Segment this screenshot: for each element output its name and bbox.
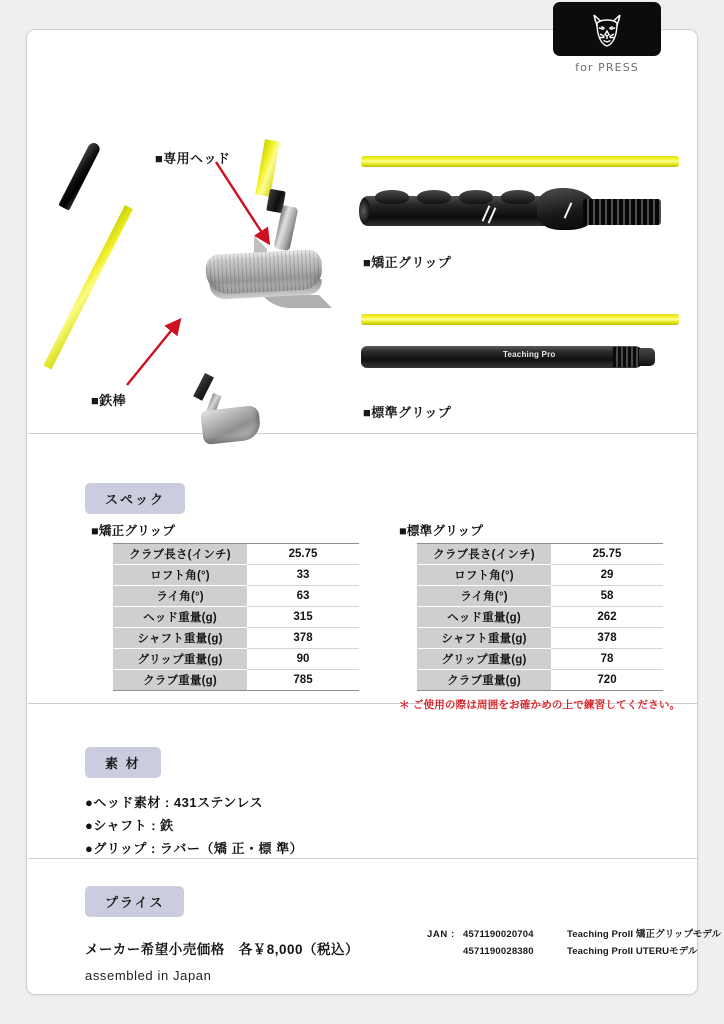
corrective-grip-butt-cap: [359, 198, 370, 224]
jan-code-row: [427, 926, 721, 943]
spec-section-badge: スペック: [85, 483, 185, 514]
spec-heading-standard: ■標準グリップ: [399, 524, 484, 538]
corrective-grip-bump: [501, 190, 535, 204]
spec-row-label: ヘッド重量(g): [113, 607, 247, 628]
spec-safety-note: ＊ ご使用の際は周囲をお確かめの上で練習してください。: [399, 699, 681, 711]
jan-code-row: [427, 943, 721, 960]
spec-badge-container: [85, 483, 185, 514]
spec-table-row: [417, 670, 663, 691]
spec-row-value: 378: [247, 628, 359, 649]
document-card: [26, 29, 722, 995]
spec-table-corrective: [113, 543, 359, 691]
jan-code-value: 4571190028380: [463, 946, 534, 957]
spec-table-corrective-body: [113, 544, 359, 691]
press-badge: [553, 2, 661, 74]
label-corrective-grip: ■矯正グリップ: [363, 255, 452, 270]
label-iron-bar: ■鉄棒: [91, 393, 127, 408]
material-list-item: ●グリップ : ラバー（矯 正・標 準）: [85, 841, 304, 856]
spec-row-value: 262: [551, 607, 663, 628]
spec-table-standard-body: [417, 544, 663, 691]
standard-grip-end-cap: [639, 348, 655, 366]
spec-table-row: [113, 565, 359, 586]
price-section: [27, 858, 722, 996]
spec-section: [27, 433, 697, 711]
club-shaft-graphic: [43, 205, 133, 369]
material-list-item: ●ヘッド素材 : 431ステンレス: [85, 795, 263, 810]
price-retail-text: メーカー希望小売価格 各￥8,000（税込）: [85, 942, 360, 957]
spec-row-value: 58: [551, 586, 663, 607]
spec-table-row: [113, 649, 359, 670]
assembled-in-japan-text: assembled in Japan: [85, 968, 212, 983]
material-section-badge: 素 材: [85, 747, 161, 778]
spec-row-label: ヘッド重量(g): [417, 607, 551, 628]
spec-table-row: [417, 607, 663, 628]
spec-row-value: 78: [551, 649, 663, 670]
spec-row-value: 63: [247, 586, 359, 607]
spec-row-value: 25.75: [551, 544, 663, 565]
spec-row-label: クラブ長さ(インチ): [113, 544, 247, 565]
spec-row-label: グリップ重量(g): [113, 649, 247, 670]
spec-table-row: [417, 628, 663, 649]
spec-row-label: クラブ重量(g): [417, 670, 551, 691]
spec-table-standard: [417, 543, 663, 691]
spec-table-row: [113, 586, 359, 607]
corrective-grip-photo: [361, 156, 679, 236]
jan-model-description: Teaching ProII UTERUモデル: [567, 946, 698, 957]
material-section: [27, 703, 697, 858]
spec-row-value: 720: [551, 670, 663, 691]
standard-grip-graphic: [361, 346, 661, 372]
jan-code-value: 4571190020704: [463, 929, 534, 940]
spec-row-label: ライ角(°): [113, 586, 247, 607]
club-grip-graphic: [58, 141, 101, 211]
spec-row-label: ロフト角(°): [417, 565, 551, 586]
spec-row-value: 25.75: [247, 544, 359, 565]
standard-grip-body: [361, 346, 639, 368]
material-list: [85, 791, 303, 860]
spec-row-label: ライ角(°): [417, 586, 551, 607]
price-badge-container: [85, 886, 184, 917]
corrective-grip-bump: [417, 190, 451, 204]
spec-row-value: 785: [247, 670, 359, 691]
corrective-grip-ribbed-section: [583, 199, 661, 225]
product-photo-panel: [27, 30, 697, 433]
spec-table-row: [113, 607, 359, 628]
jan-model-description: Teaching ProII 矯正グリップモデル: [567, 929, 722, 940]
spec-row-value: 33: [247, 565, 359, 586]
corrective-grip-bump: [375, 190, 409, 204]
standard-yellow-rod-graphic: [361, 314, 679, 325]
spec-row-label: クラブ重量(g): [113, 670, 247, 691]
corrective-grip-bump: [459, 190, 493, 204]
corrective-grip-graphic: [361, 188, 661, 230]
jan-label: JAN :: [427, 929, 455, 940]
spec-row-value: 315: [247, 607, 359, 628]
standard-grip-photo: [361, 314, 679, 394]
label-dedicated-head: ■専用ヘッド: [155, 151, 231, 166]
closeup-face-graphic: [205, 249, 323, 295]
material-list-item: ●シャフト : 鉄: [85, 818, 174, 833]
spec-table-row: [113, 670, 359, 691]
corrective-yellow-rod-graphic: [361, 156, 679, 167]
standard-grip-ribbed-section: [613, 347, 641, 367]
press-caption-label: for PRESS: [575, 61, 639, 74]
spec-table-row: [417, 565, 663, 586]
spec-row-label: グリップ重量(g): [417, 649, 551, 670]
bar-callout-arrow-icon: [123, 315, 203, 393]
jan-code-block: [427, 926, 721, 960]
spec-row-value: 29: [551, 565, 663, 586]
spec-heading-corrective: ■矯正グリップ: [91, 524, 176, 538]
spec-table-row: [113, 544, 359, 565]
price-section-badge: プライス: [85, 886, 184, 917]
spec-row-label: クラブ長さ(インチ): [417, 544, 551, 565]
head-callout-arrow-icon: [212, 158, 292, 254]
jan-label: [427, 943, 463, 960]
standard-grip-print-text: Teaching Pro: [503, 350, 556, 359]
material-badge-container: [85, 747, 161, 778]
spec-row-label: シャフト重量(g): [113, 628, 247, 649]
spec-row-value: 90: [247, 649, 359, 670]
spec-table-row: [417, 544, 663, 565]
spec-table-row: [417, 649, 663, 670]
label-standard-grip: ■標準グリップ: [363, 405, 452, 420]
spec-table-row: [417, 586, 663, 607]
spec-table-row: [113, 628, 359, 649]
spec-row-label: シャフト重量(g): [417, 628, 551, 649]
lynx-head-logo-icon: [553, 2, 661, 56]
spec-row-label: ロフト角(°): [113, 565, 247, 586]
spec-row-value: 378: [551, 628, 663, 649]
